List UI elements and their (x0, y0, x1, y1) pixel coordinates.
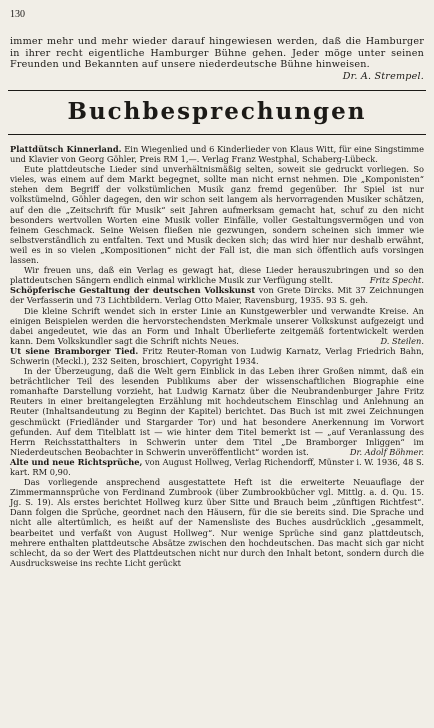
review-author: D. Steilen. (380, 335, 424, 346)
review-author: Dr. Adolf Böhmer. (349, 446, 424, 457)
review-text: von August Hollweg, Verlag Richendorff, Münster i. W. 1936, 48 S. kart. RM 0,90. (10, 456, 424, 477)
intro-paragraph (10, 36, 424, 82)
review-title: Schöpferische Gestaltung der deutschen Volkskunst (10, 285, 256, 296)
review-item (10, 457, 424, 568)
review-text: Die kleine Schrift wendet sich in erster Linie an Kunstgewerbler und verwandte Kreise. An einigen Beispielen werden die hervorstechendsten Merkmale unserer Volkskunst aufgezeigt und dabei angedeutet, wie das an Form und Inhalt Überlieferte zeitgemäß fortentwickelt werden kann. Dem Volkskundler sagt die Schrift nichts Neues. (10, 305, 424, 346)
intro-signature: Dr. A. Strempel. (342, 70, 424, 82)
review-title: Plattdütsch Kinnerland. (10, 144, 122, 154)
review-text: Fritz Reuter-Roman von Ludwig Karnatz, Verlag Friedrich Bahn, Schwerin (Meckl.), 232 Seiten, broschiert, Copyright 1934. (10, 345, 425, 366)
review-item (10, 285, 424, 346)
page-number: 130 (10, 9, 25, 20)
divider-bottom (8, 134, 426, 135)
review-title: Alte und neue Richtsprüche, (10, 456, 143, 467)
review-text: Das vorliegende ansprechend ausgestattete Heft ist die erweiterte Neuauflage der Zimmermannsprüche von Ferdinand Zumbrook (über Zumbrookbücher vgl. Mittlg. a. d. Qu. 15. Jg. S. 19). Als erstes berichtet Hollweg kurz über Sitte und Brauch beim „zünftigen Richtfest“. Dann folgen die Sprüche, geordnet nach den Häusern, für die sie bereits sind. Die Sprache und nicht alle altertümlich, es heißt auf der Namensliste des Buches ausdrücklich „gesammelt, bearbeitet und verfaßt von August Hollweg“. Nur wenige Sprüche sind ganz plattdeutsch, mehrere enthalten plattdeutsche Absätze zwischen den hochdeutschen. Das macht sich gar nicht schlecht, da so der Wert des Plattdeutschen nicht nur durch den Inhalt betont, sondern durch die Ausdrucksweise ins rechte Licht gerückt (10, 477, 424, 568)
review-text: Ein Wiegenlied und 6 Kinderlieder von Klaus Witt, für eine Singstimme und Klavier von Georg Göhler, Preis RM 1,—. Verlag Franz Westphal, Schaberg-Lübeck. (10, 144, 425, 165)
review-title: Ut siene Bramborger Tied. (10, 345, 139, 356)
review-item (10, 346, 424, 457)
review-text: In der Überzeugung, daß die Welt gern Einblick in das Leben ihrer Großen nimmt, daß ein beträchtlicher Teil des lesenden Publikums aber der wissenschaftlichen Biographie eine romanhafte Darstellung vorzieht, hat Ludwig Karnatz über die Neubrandenburger Jahre Fritz Reuters in einer breitangelegten Erzählung mit hochdeutschem Einschlag und Anlehnung an Reuter (Inhaltsandeutung zu Beginn der Kapitel) berichtet. Das Buch ist mit zwei Zeichnungen geschmückt (Friedländer und Stargarder Tor) und hat besondere Anerkennung im Vorwort gefunden. Auf dem Titelblatt ist — wie hinter dem Titel bemerkt ist — „auf Veranlassung des Herrn Reichsstatthalters in Schwerin unter dem Titel „De Bramborger Inliggen“ im Niederdeutschen Beobachter in Schwerin unveröffentlicht“ worden ist. (10, 366, 424, 457)
section-title: Buchbesprechungen (67, 98, 367, 125)
intro-text: immer mehr und mehr wieder darauf hingewiesen werden, daß die Hamburger in ihrer recht eigentliche Hamburger Bühne gehen. Jeder möge unter seinen Freunden und Bekannten auf unsere niederdeutsche Bühne hinweisen. (10, 36, 424, 71)
review-text: Eute plattdeutsche Lieder sind unverhältnismäßig selten, soweit sie gedruckt vorliegen. So vieles, was einem auf dem Markt begegnet, sollte man nicht ernst nehmen. Die „Komponisten“ stehen dem Begriff der volkstümlichen Musik ganz fremd gegenüber. Ihr Spiel ist nur volkstümelnd, Göhler dagegen, den wir schon seit langem als hervorragenden Musiker schätzen, auf den die „Zeitschrift für Musik“ seit Jahren aufmerksam gemacht hat, schuf zu den nicht besonders wertvollen Worten eine Musik voller Einfälle, voller Gestaltungsvermögen und von feinem Geschmack. Seine Weisen fließen nie gezwungen, sondern scheinen sich immer wie selbstverständlich zu entfalten. Text und Musik decken sich; das wird hier nur deshalb erwähnt, weil es in so vielen „Kompositionen“ nicht der Fall ist, die man sich öffentlich aufs vorsingen lassen. (10, 164, 424, 266)
review-text: von Grete Dircks. Mit 37 Zeichnungen der Verfasserin und 73 Lichtbildern. Verlag Otto Maier, Ravensburg, 1935. 93 S. geh. (10, 285, 424, 306)
review-item (10, 144, 424, 285)
review-author: Fritz Specht. (369, 275, 424, 286)
review-text: Wir freuen uns, daß ein Verlag es gewagt hat, diese Lieder herauszubringen und so den plattdeutschen Sängern endlich einmal wirkliche Musik zur Verfügung stellt. (10, 265, 424, 286)
reviews (10, 144, 424, 568)
divider-top (8, 90, 426, 91)
